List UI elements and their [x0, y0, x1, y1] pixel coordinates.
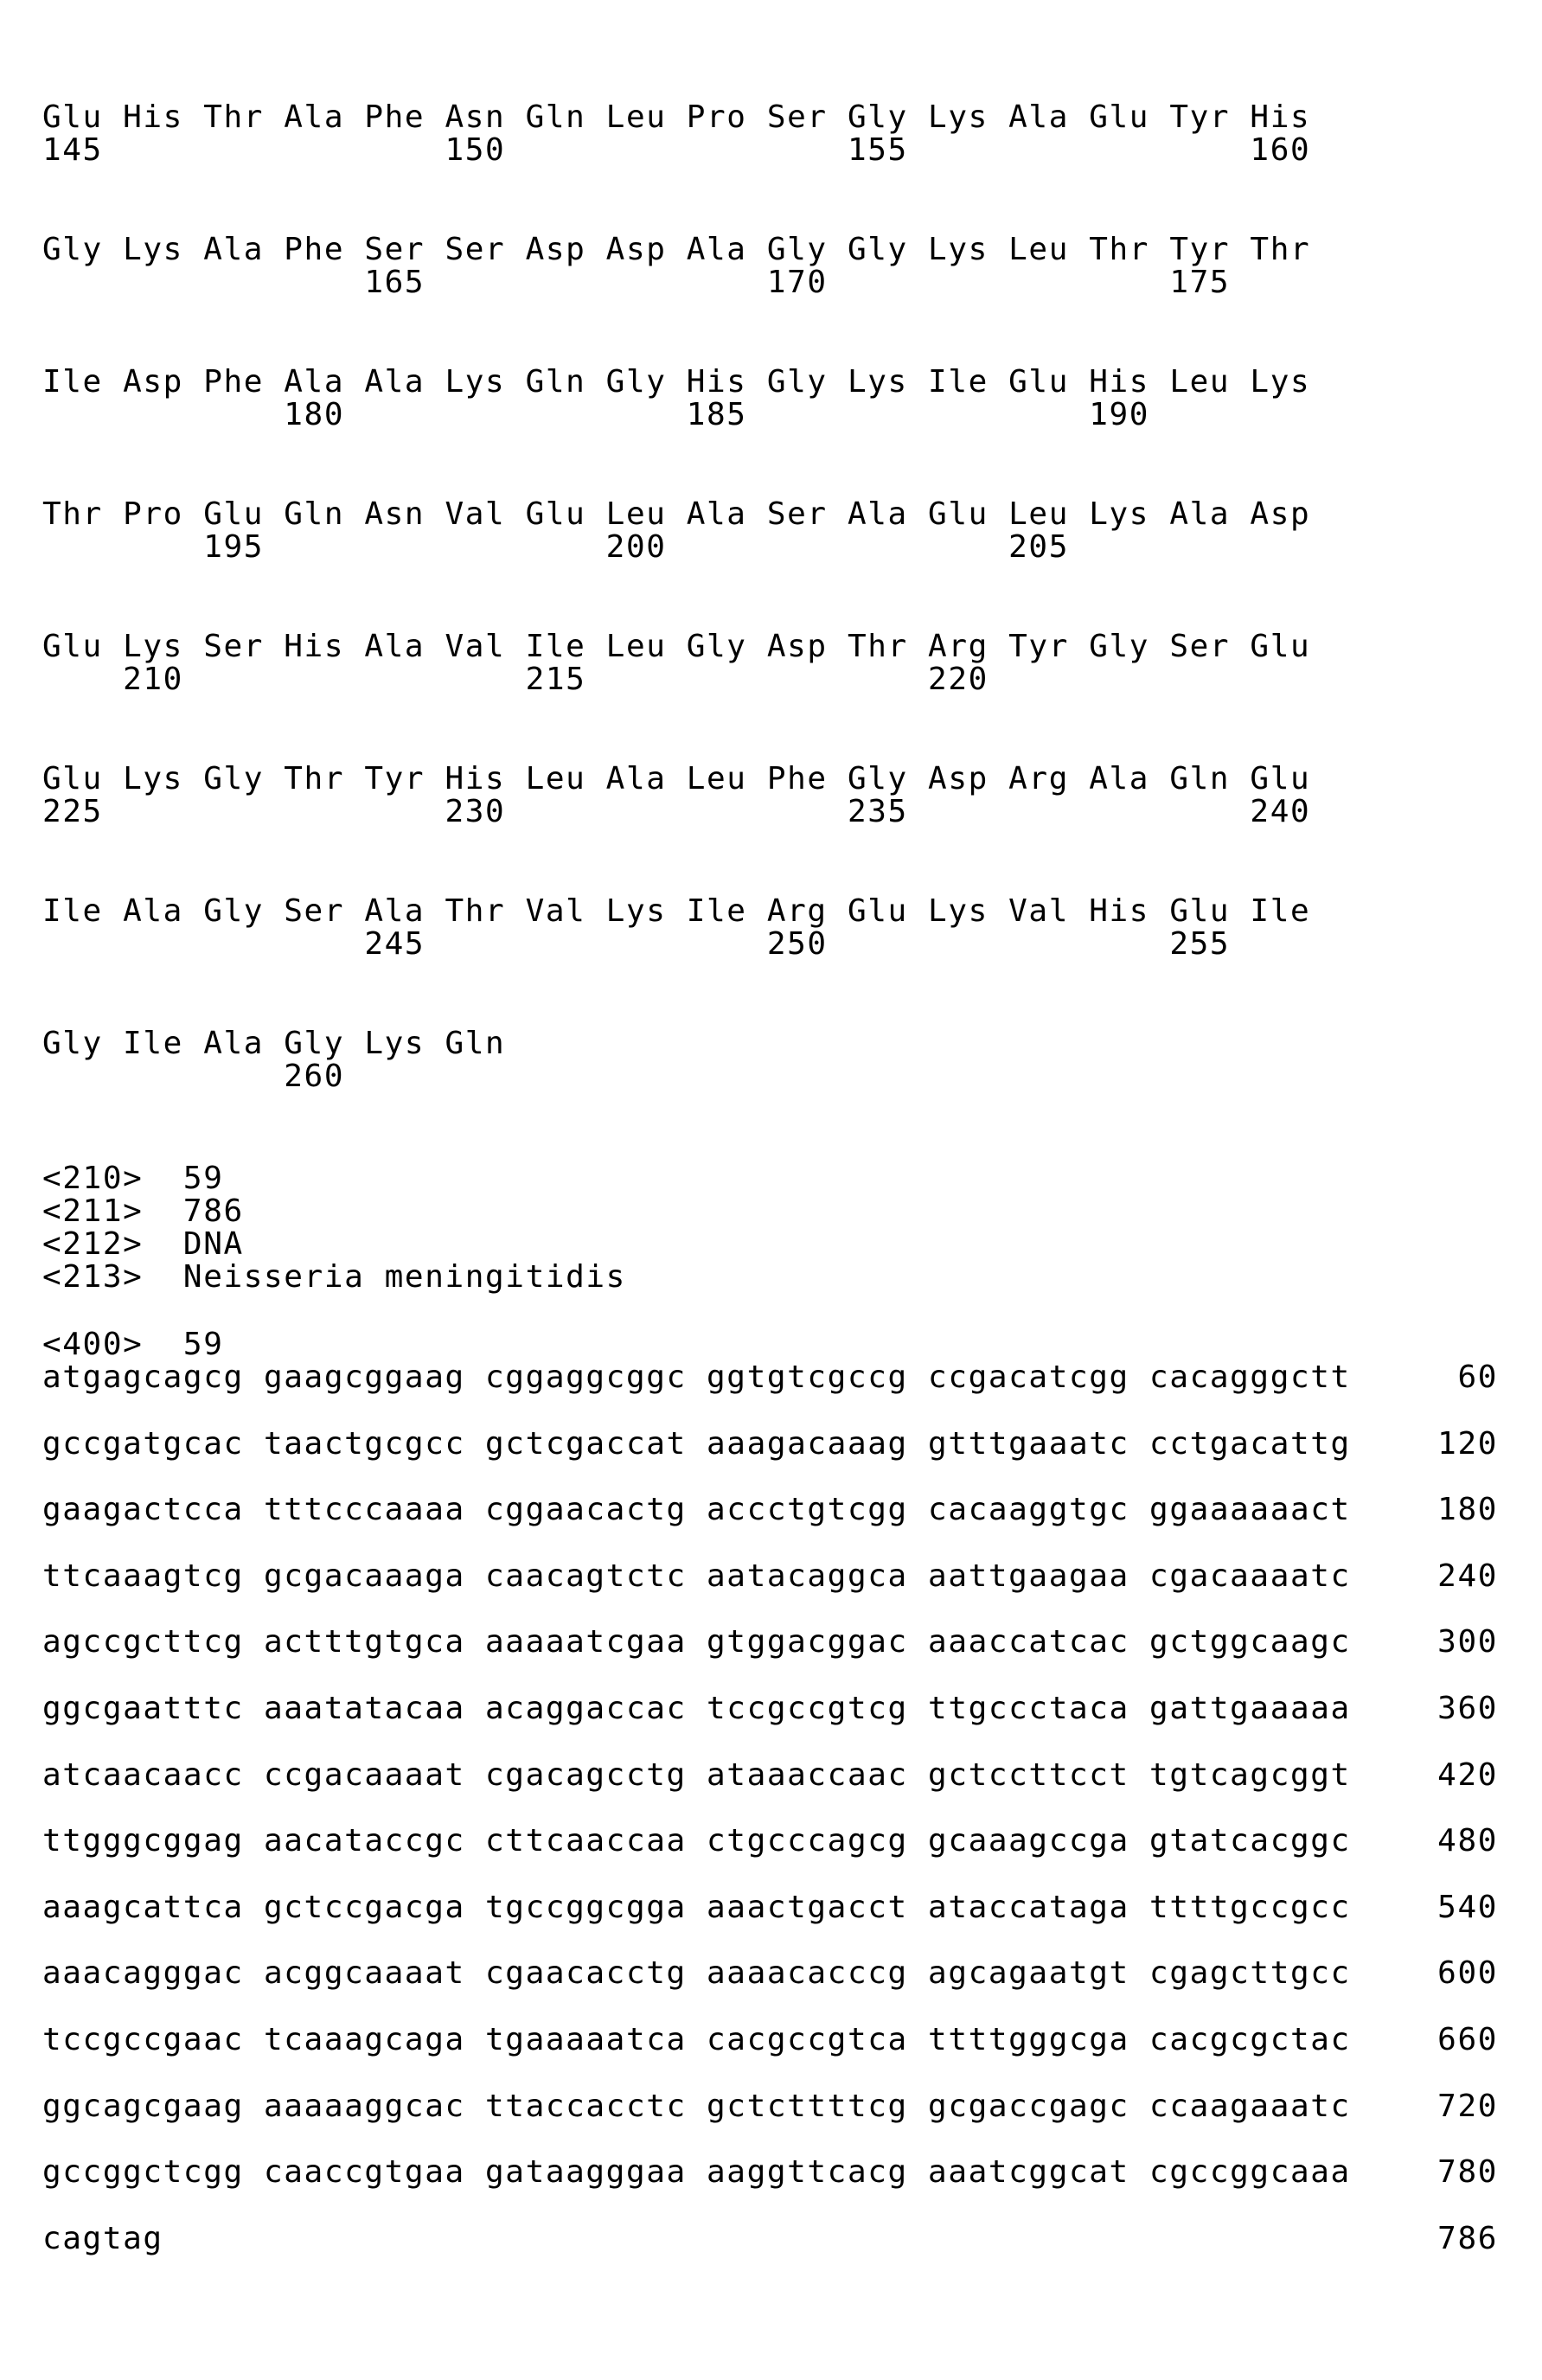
- dna-position-number: 420: [1340, 1759, 1498, 1792]
- residue-line: Glu Lys Ser His Ala Val Ile Leu Gly Asp Thr Arg Tyr Gly Ser Glu: [42, 630, 1310, 663]
- dna-position-number: 240: [1340, 1560, 1498, 1593]
- dna-sequence-line: tccgccgaac tcaaagcaga tgaaaaatca cacgccgtca ttttgggcga cacgcgctac: [42, 2024, 1351, 2057]
- residue-line: Glu His Thr Ala Phe Asn Gln Leu Pro Ser Gly Lys Ala Glu Tyr His: [42, 101, 1310, 134]
- residue-line: Gly Lys Ala Phe Ser Ser Asp Asp Ala Gly Gly Lys Leu Thr Tyr Thr: [42, 234, 1310, 266]
- residue-line: Thr Pro Glu Gln Asn Val Glu Leu Ala Ser Ala Glu Leu Lys Ala Asp: [42, 498, 1310, 531]
- dna-sequence-line: atcaacaacc ccgacaaaat cgacagcctg ataaaccaac gctccttcct tgtcagcggt: [42, 1759, 1351, 1792]
- dna-position-number: 786: [1340, 2223, 1498, 2255]
- dna-sequence-line: agccgcttcg actttgtgca aaaaatcgaa gtggacggac aaaccatcac gctggcaagc: [42, 1626, 1351, 1659]
- residue-number-line: 180 185 190: [42, 399, 1149, 432]
- sequence-header: <400> 59: [42, 1328, 223, 1361]
- dna-sequence-line: aaagcattca gctccgacga tgccggcgga aaactgacct ataccataga ttttgccgcc: [42, 1891, 1351, 1924]
- dna-position-number: 720: [1340, 2090, 1498, 2123]
- residue-number-line: 195 200 205: [42, 531, 1069, 564]
- residue-line: Ile Asp Phe Ala Ala Lys Gln Gly His Gly Lys Ile Glu His Leu Lys: [42, 366, 1310, 399]
- dna-position-number: 60: [1340, 1361, 1498, 1394]
- dna-sequence-line: gaagactcca tttcccaaaa cggaacactg accctgtcgg cacaaggtgc ggaaaaaact: [42, 1494, 1351, 1526]
- dna-sequence-line: gccggctcgg caaccgtgaa gataagggaa aaggttcacg aaatcggcat cgccggcaaa: [42, 2156, 1351, 2189]
- dna-sequence-line: ggcgaatttc aaatatacaa acaggaccac tccgccgtcg ttgccctaca gattgaaaaa: [42, 1692, 1351, 1725]
- dna-sequence-line: ttgggcggag aacataccgc cttcaaccaa ctgcccagcg gcaaagccga gtatcacggc: [42, 1825, 1351, 1858]
- dna-position-number: 540: [1340, 1891, 1498, 1924]
- dna-position-number: 780: [1340, 2156, 1498, 2189]
- residue-number-line: 210 215 220: [42, 663, 989, 696]
- dna-sequence-line: gccgatgcac taactgcgcc gctcgaccat aaagacaaag gtttgaaatc cctgacattg: [42, 1428, 1351, 1461]
- dna-position-number: 180: [1340, 1494, 1498, 1526]
- dna-position-number: 300: [1340, 1626, 1498, 1659]
- dna-sequence-line: cagtag: [42, 2223, 163, 2255]
- dna-sequence-line: ggcagcgaag aaaaaggcac ttaccacctc gctcttttcg gcgaccgagc ccaagaaatc: [42, 2090, 1351, 2123]
- residue-number-line: 245 250 255: [42, 928, 1230, 961]
- dna-position-number: 600: [1340, 1957, 1498, 1990]
- dna-position-number: 360: [1340, 1692, 1498, 1725]
- dna-sequence-line: aaacagggac acggcaaaat cgaacacctg aaaacacccg agcagaatgt cgagcttgcc: [42, 1957, 1351, 1990]
- dna-position-number: 480: [1340, 1825, 1498, 1858]
- metadata-field: <213> Neisseria meningitidis: [42, 1261, 626, 1294]
- metadata-field: <212> DNA: [42, 1228, 244, 1261]
- residue-number-line: 225 230 235 240: [42, 796, 1310, 829]
- metadata-field: <210> 59: [42, 1162, 223, 1195]
- residue-number-line: 145 150 155 160: [42, 134, 1310, 167]
- residue-number-line: 165 170 175: [42, 266, 1230, 299]
- dna-position-number: 120: [1340, 1428, 1498, 1461]
- dna-sequence-line: ttcaaagtcg gcgacaaaga caacagtctc aatacaggca aattgaagaa cgacaaaatc: [42, 1560, 1351, 1593]
- dna-position-number: 660: [1340, 2024, 1498, 2057]
- residue-line: Gly Ile Ala Gly Lys Gln: [42, 1027, 505, 1060]
- residue-line: Glu Lys Gly Thr Tyr His Leu Ala Leu Phe Gly Asp Arg Ala Gln Glu: [42, 763, 1310, 796]
- residue-number-line: 260: [42, 1060, 344, 1093]
- metadata-field: <211> 786: [42, 1195, 244, 1228]
- dna-sequence-line: atgagcagcg gaagcggaag cggaggcggc ggtgtcgccg ccgacatcgg cacagggctt: [42, 1361, 1351, 1394]
- residue-line: Ile Ala Gly Ser Ala Thr Val Lys Ile Arg Glu Lys Val His Glu Ile: [42, 895, 1310, 928]
